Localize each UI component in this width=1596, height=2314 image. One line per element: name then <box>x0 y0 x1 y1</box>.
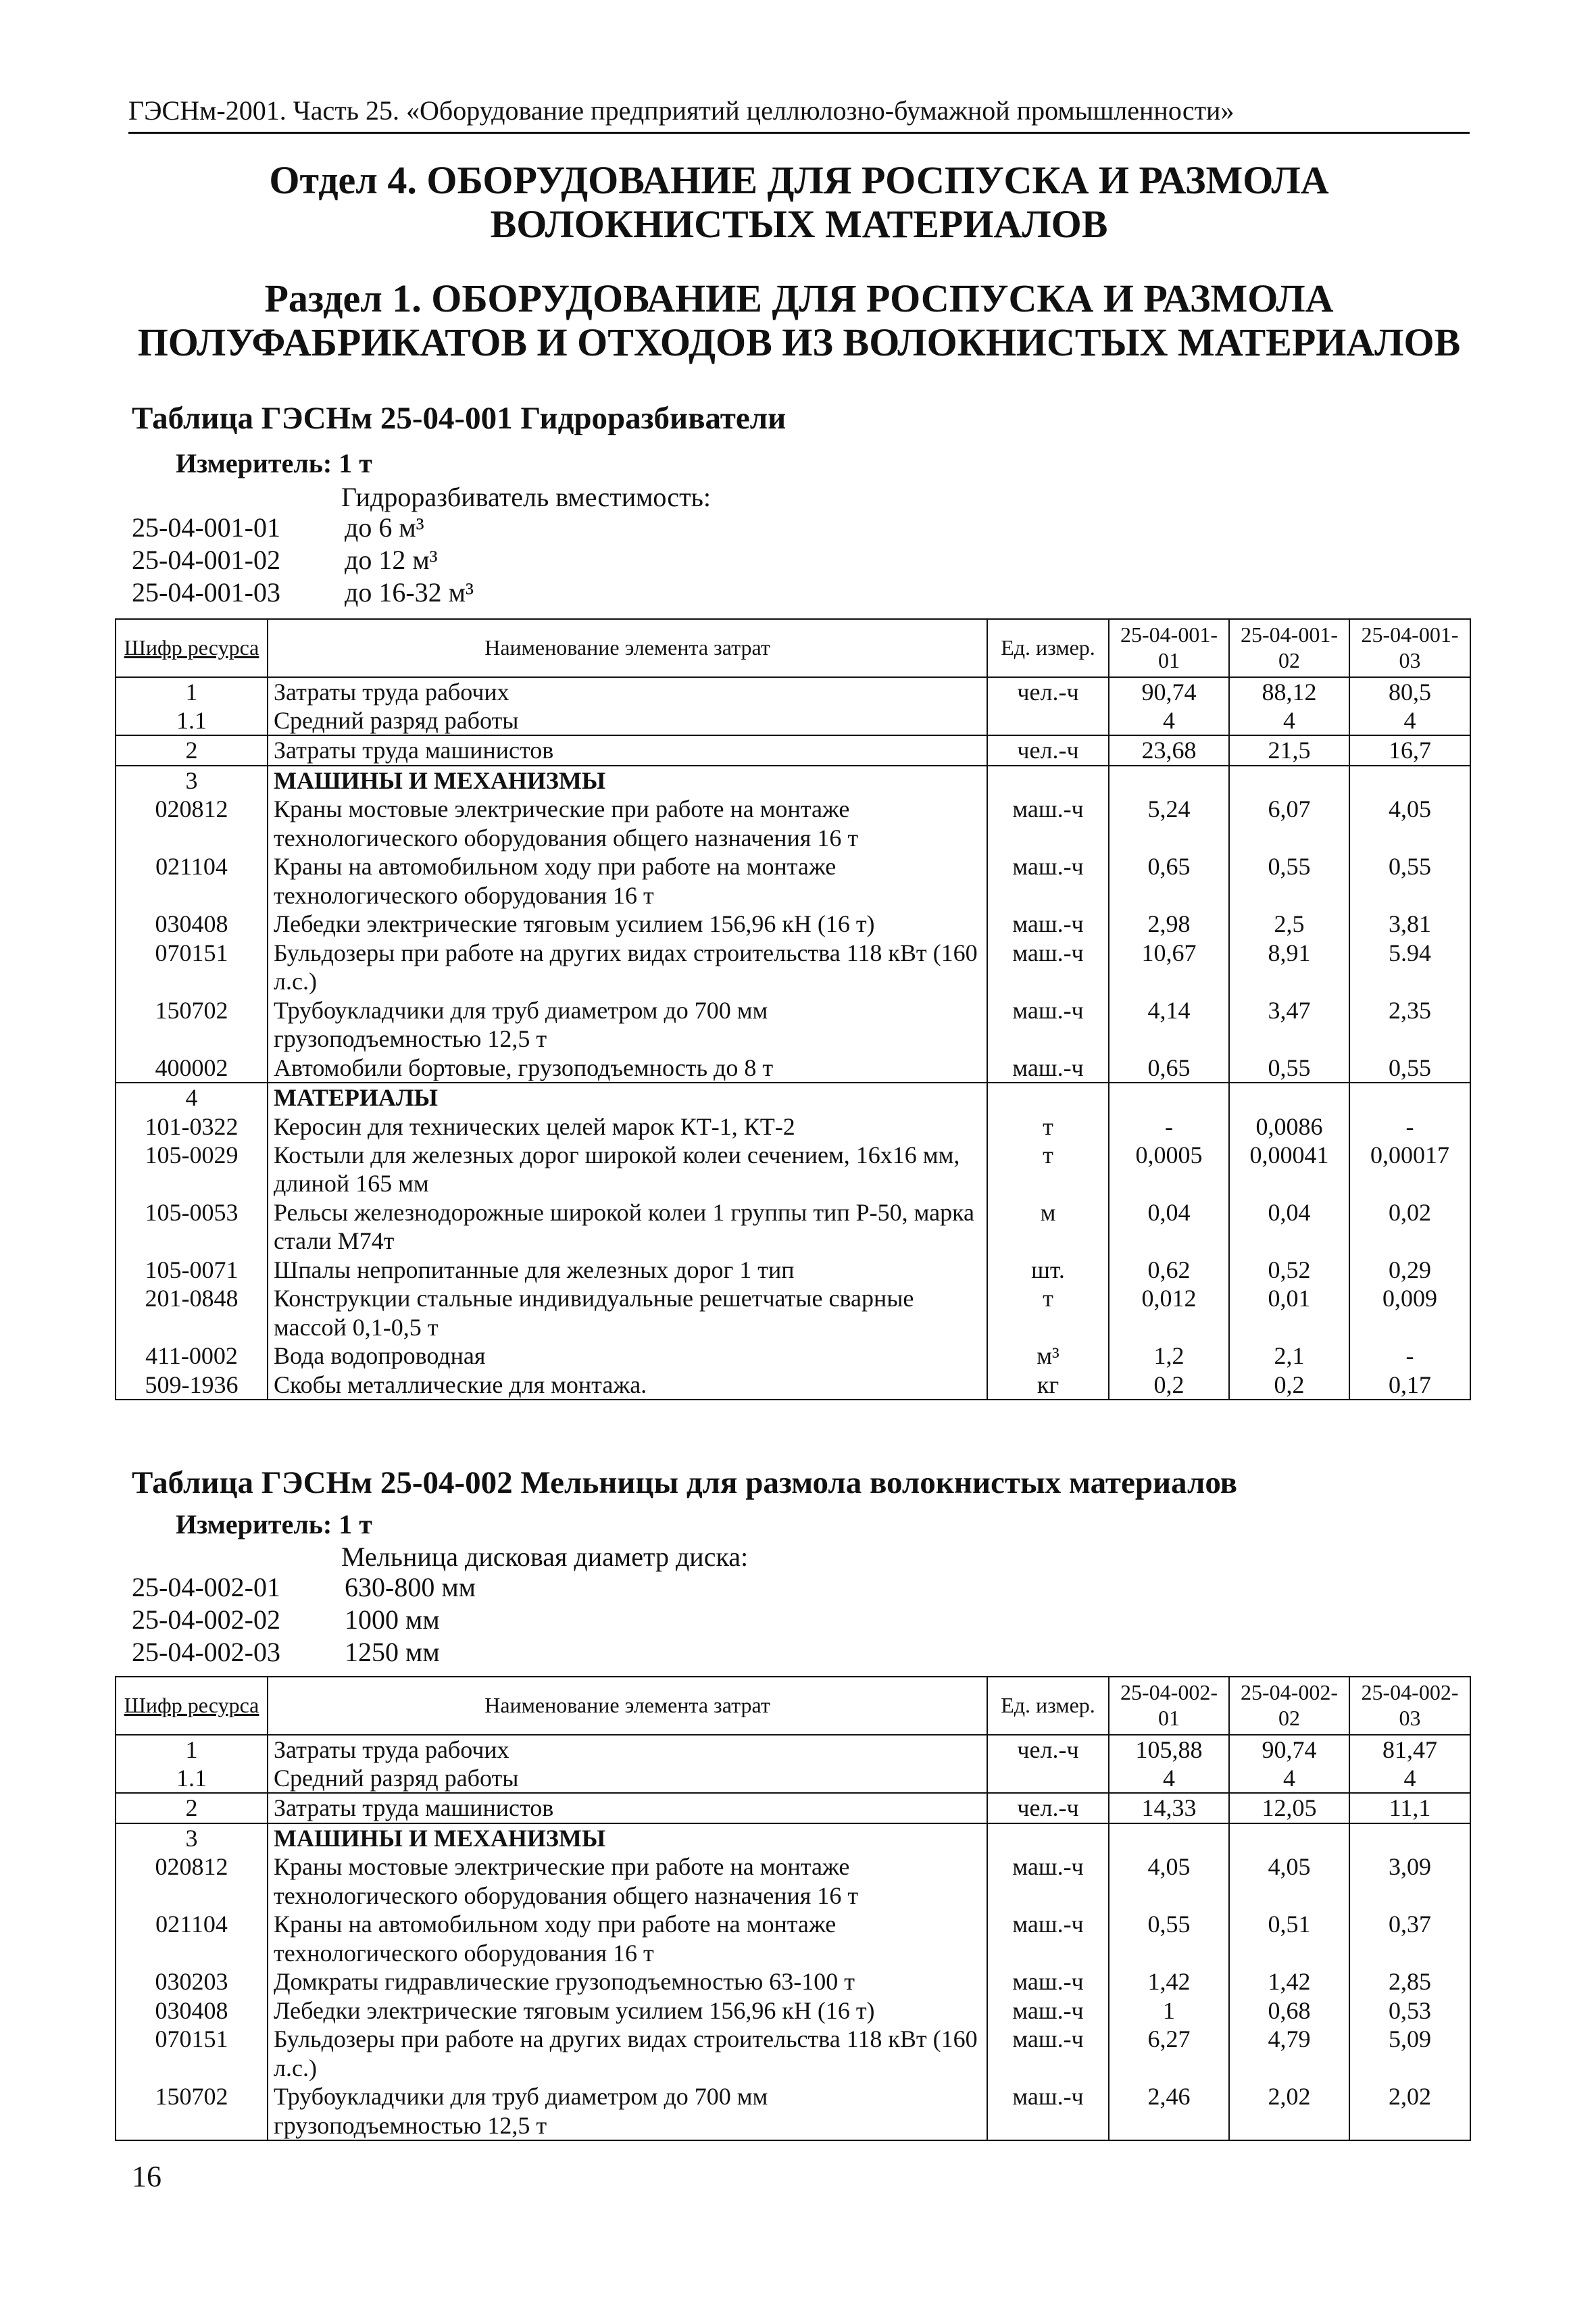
cost-element-name: Шпалы непропитанные для железных дорог 1 тип <box>268 1256 987 1284</box>
unit-of-measure: маш.-ч <box>987 910 1109 938</box>
value-variant-2: 6,07 <box>1229 795 1349 852</box>
resource-code: 070151 <box>116 2025 268 2082</box>
table-row <box>116 1054 1470 1083</box>
value-variant-2: 1,42 <box>1229 1967 1349 1996</box>
value-variant-3 <box>1349 1823 1470 1852</box>
table-row <box>116 1256 1470 1284</box>
value-variant-3: 0,17 <box>1349 1371 1470 1400</box>
table1-variant-caption: Гидроразбиватель вместимость: <box>341 482 711 512</box>
table2-variant-row <box>132 1604 440 1635</box>
resource-code: 3 <box>116 1823 268 1852</box>
resource-code: 1 <box>116 677 268 706</box>
value-variant-2 <box>1229 766 1349 795</box>
value-variant-3: 0,53 <box>1349 1996 1470 2025</box>
value-variant-2: 0,01 <box>1229 1284 1349 1341</box>
value-variant-3: 3,09 <box>1349 1852 1470 1910</box>
value-variant-1: 4,14 <box>1109 996 1229 1054</box>
cost-element-name: Конструкции стальные индивидуальные решетчатые сварные массой 0,1-0,5 т <box>268 1284 987 1341</box>
variant-desc: 630-800 мм <box>345 1572 476 1602</box>
cost-element-name: МАШИНЫ И МЕХАНИЗМЫ <box>268 766 987 795</box>
table-row <box>116 2082 1470 2140</box>
unit-of-measure: кг <box>987 1371 1109 1400</box>
resource-code: 105-0053 <box>116 1198 268 1256</box>
table-row <box>116 766 1470 795</box>
cost-element-name: Керосин для технических целей марок КТ-1, КТ-2 <box>268 1112 987 1141</box>
value-variant-2: 4 <box>1229 1764 1349 1793</box>
table-row <box>116 1341 1470 1370</box>
value-variant-1: - <box>1109 1112 1229 1141</box>
resource-code: 150702 <box>116 2082 268 2140</box>
resource-code: 030408 <box>116 1996 268 2025</box>
value-variant-2: 2,02 <box>1229 2082 1349 2140</box>
column-header-variant-2: 25-04-002-02 <box>1229 1677 1349 1735</box>
value-variant-1: 2,46 <box>1109 2082 1229 2140</box>
value-variant-1: 2,98 <box>1109 910 1229 938</box>
value-variant-2: 88,12 <box>1229 677 1349 706</box>
unit-of-measure <box>987 1823 1109 1852</box>
table-row <box>116 1141 1470 1198</box>
value-variant-3: 0,009 <box>1349 1284 1470 1341</box>
cost-element-name: Рельсы железнодорожные широкой колеи 1 группы тип Р-50, марка стали М74т <box>268 1198 987 1256</box>
section-title <box>128 277 1470 365</box>
division-title <box>128 159 1470 247</box>
unit-of-measure: маш.-ч <box>987 2025 1109 2082</box>
section-title-line1: Раздел 1. ОБОРУДОВАНИЕ ДЛЯ РОСПУСКА И РАЗМОЛА <box>264 276 1334 320</box>
table-row <box>116 939 1470 996</box>
resource-code: 030408 <box>116 910 268 938</box>
cost-element-name: Краны на автомобильном ходу при работе на монтаже технологического оборудования 16 т <box>268 852 987 910</box>
value-variant-3: 4 <box>1349 706 1470 735</box>
value-variant-2: 0,00041 <box>1229 1141 1349 1198</box>
value-variant-3: 0,29 <box>1349 1256 1470 1284</box>
resource-code: 400002 <box>116 1054 268 1083</box>
resource-code: 150702 <box>116 996 268 1054</box>
variant-code: 25-04-001-01 <box>132 512 280 543</box>
resource-code: 509-1936 <box>116 1371 268 1400</box>
value-variant-3: 0,00017 <box>1349 1141 1470 1198</box>
cost-element-name: МАТЕРИАЛЫ <box>268 1083 987 1112</box>
value-variant-1: 23,68 <box>1109 735 1229 765</box>
unit-of-measure: чел.-ч <box>987 677 1109 706</box>
value-variant-3: 16,7 <box>1349 735 1470 765</box>
cost-element-name: Бульдозеры при работе на других видах строительства 118 кВт (160 л.с.) <box>268 939 987 996</box>
resource-code: 101-0322 <box>116 1112 268 1141</box>
table-row <box>116 1198 1470 1256</box>
resource-code: 021104 <box>116 852 268 910</box>
value-variant-2: 4 <box>1229 706 1349 735</box>
value-variant-2: 12,05 <box>1229 1793 1349 1823</box>
value-variant-3: 0,55 <box>1349 1054 1470 1083</box>
cost-element-name: Краны мостовые электрические при работе на монтаже технологического оборудования общего назначения 16 т <box>268 795 987 852</box>
table1-variant-row <box>132 544 438 576</box>
cost-element-name: Скобы металлические для монтажа. <box>268 1371 987 1400</box>
resource-code: 201-0848 <box>116 1284 268 1341</box>
table2-meter <box>176 1508 372 1540</box>
unit-of-measure: маш.-ч <box>987 795 1109 852</box>
value-variant-3: 4,05 <box>1349 795 1470 852</box>
resource-code: 105-0029 <box>116 1141 268 1198</box>
cost-element-name: Лебедки электрические тяговым усилием 156,96 кН (16 т) <box>268 910 987 938</box>
unit-of-measure: шт. <box>987 1256 1109 1284</box>
unit-of-measure: маш.-ч <box>987 852 1109 910</box>
cost-element-name: Домкраты гидравлические грузоподъемностью 63-100 т <box>268 1967 987 1996</box>
table-row <box>116 1083 1470 1112</box>
resource-code: 2 <box>116 735 268 765</box>
table-row <box>116 1371 1470 1400</box>
unit-of-measure <box>987 1764 1109 1793</box>
variant-code: 25-04-001-03 <box>132 577 280 608</box>
table2-variant-caption: Мельница дисковая диаметр диска: <box>341 1542 749 1572</box>
value-variant-3: 11,1 <box>1349 1793 1470 1823</box>
table-row <box>116 706 1470 735</box>
column-header-variant-1: 25-04-001-01 <box>1109 619 1229 677</box>
unit-of-measure: маш.-ч <box>987 996 1109 1054</box>
unit-of-measure <box>987 1083 1109 1112</box>
resource-code: 1.1 <box>116 706 268 735</box>
value-variant-1: 0,55 <box>1109 1910 1229 1967</box>
table2-variant-row <box>132 1636 440 1668</box>
value-variant-2: 21,5 <box>1229 735 1349 765</box>
table2-title: Таблица ГЭСНм 25-04-002 Мельницы для размола волокнистых материалов <box>132 1465 1238 1500</box>
value-variant-1: 14,33 <box>1109 1793 1229 1823</box>
value-variant-3: 0,55 <box>1349 852 1470 910</box>
table-row <box>116 1910 1470 1967</box>
value-variant-1: 4 <box>1109 1764 1229 1793</box>
value-variant-1: 1,2 <box>1109 1341 1229 1370</box>
unit-of-measure: маш.-ч <box>987 939 1109 996</box>
table2-variant-row <box>132 1571 476 1603</box>
resource-code: 070151 <box>116 939 268 996</box>
cost-element-name: Средний разряд работы <box>268 1764 987 1793</box>
unit-of-measure: чел.-ч <box>987 1735 1109 1764</box>
value-variant-1: 1,42 <box>1109 1967 1229 1996</box>
value-variant-2: 0,68 <box>1229 1996 1349 2025</box>
variant-desc: 1250 мм <box>345 1637 440 1667</box>
table1-variant-row <box>132 512 424 543</box>
value-variant-1: 105,88 <box>1109 1735 1229 1764</box>
table-row <box>116 1284 1470 1341</box>
value-variant-1: 10,67 <box>1109 939 1229 996</box>
unit-of-measure: маш.-ч <box>987 1910 1109 1967</box>
column-header-variant-1: 25-04-002-01 <box>1109 1677 1229 1735</box>
cost-element-name: Затраты труда машинистов <box>268 1793 987 1823</box>
value-variant-1: 0,65 <box>1109 852 1229 910</box>
unit-of-measure <box>987 706 1109 735</box>
value-variant-3: 4 <box>1349 1764 1470 1793</box>
resource-code: 411-0002 <box>116 1341 268 1370</box>
page-number: 16 <box>132 2160 161 2193</box>
resource-code: 021104 <box>116 1910 268 1967</box>
value-variant-1 <box>1109 1823 1229 1852</box>
table1-header-row <box>116 619 1470 677</box>
table1-meter <box>176 447 372 479</box>
table-row <box>116 1793 1470 1823</box>
table-row <box>116 1996 1470 2025</box>
resource-code: 020812 <box>116 1852 268 1910</box>
value-variant-3: - <box>1349 1112 1470 1141</box>
value-variant-1: 0,65 <box>1109 1054 1229 1083</box>
value-variant-2: 0,51 <box>1229 1910 1349 1967</box>
unit-of-measure: м³ <box>987 1341 1109 1370</box>
value-variant-3: 0,37 <box>1349 1910 1470 1967</box>
value-variant-2: 0,0086 <box>1229 1112 1349 1141</box>
column-header-code: Шифр ресурса <box>116 1677 268 1735</box>
unit-of-measure: маш.-ч <box>987 1967 1109 1996</box>
cost-element-name: Краны на автомобильном ходу при работе на монтаже технологического оборудования 16 т <box>268 1910 987 1967</box>
table-row <box>116 1823 1470 1852</box>
resource-code: 020812 <box>116 795 268 852</box>
value-variant-1: 1 <box>1109 1996 1229 2025</box>
value-variant-2: 2,1 <box>1229 1341 1349 1370</box>
value-variant-1: 0,012 <box>1109 1284 1229 1341</box>
variant-desc: 1000 мм <box>345 1604 440 1635</box>
variant-code: 25-04-002-01 <box>132 1572 280 1602</box>
section-title-line2: ПОЛУФАБРИКАТОВ И ОТХОДОВ ИЗ ВОЛОКНИСТЫХ МАТЕРИАЛОВ <box>137 320 1461 364</box>
value-variant-2 <box>1229 1823 1349 1852</box>
table-row <box>116 1112 1470 1141</box>
table-row <box>116 795 1470 852</box>
value-variant-3: 5.94 <box>1349 939 1470 996</box>
unit-of-measure: маш.-ч <box>987 1996 1109 2025</box>
column-header-variant-3: 25-04-002-03 <box>1349 1677 1470 1735</box>
value-variant-3: 2,85 <box>1349 1967 1470 1996</box>
running-header: ГЭСНм-2001. Часть 25. «Оборудование предприятий целлюлозно-бумажной промышленности» <box>128 95 1470 134</box>
unit-of-measure: т <box>987 1141 1109 1198</box>
unit-of-measure: маш.-ч <box>987 1852 1109 1910</box>
cost-element-name: Краны мостовые электрические при работе на монтаже технологического оборудования общего назначения 16 т <box>268 1852 987 1910</box>
cost-element-name: Трубоукладчики для труб диаметром до 700 мм грузоподъемностью 12,5 т <box>268 2082 987 2140</box>
value-variant-3 <box>1349 1083 1470 1112</box>
column-header-name: Наименование элемента затрат <box>268 619 987 677</box>
table1-norms <box>115 618 1471 1400</box>
value-variant-2: 0,55 <box>1229 1054 1349 1083</box>
value-variant-1: 0,0005 <box>1109 1141 1229 1198</box>
table2-meter-label: Измеритель: 1 т <box>176 1509 372 1540</box>
cost-element-name: Автомобили бортовые, грузоподъемность до 8 т <box>268 1054 987 1083</box>
cost-element-name: Средний разряд работы <box>268 706 987 735</box>
unit-of-measure: т <box>987 1284 1109 1341</box>
column-header-variant-2: 25-04-001-02 <box>1229 619 1349 677</box>
division-title-line2: ВОЛОКНИСТЫХ МАТЕРИАЛОВ <box>490 201 1108 246</box>
column-header-name: Наименование элемента затрат <box>268 1677 987 1735</box>
table-row <box>116 1852 1470 1910</box>
unit-of-measure: маш.-ч <box>987 1054 1109 1083</box>
table-row <box>116 1735 1470 1764</box>
cost-element-name: Трубоукладчики для труб диаметром до 700 мм грузоподъемностью 12,5 т <box>268 996 987 1054</box>
variant-desc: до 16-32 м³ <box>345 577 474 608</box>
variant-code: 25-04-002-03 <box>132 1637 280 1667</box>
unit-of-measure: чел.-ч <box>987 1793 1109 1823</box>
resource-code: 1 <box>116 1735 268 1764</box>
variant-code: 25-04-001-02 <box>132 545 280 575</box>
value-variant-2: 3,47 <box>1229 996 1349 1054</box>
value-variant-2: 4,05 <box>1229 1852 1349 1910</box>
resource-code: 105-0071 <box>116 1256 268 1284</box>
table1-title: Таблица ГЭСНм 25-04-001 Гидроразбиватели <box>132 401 787 436</box>
table-row <box>116 996 1470 1054</box>
column-header-variant-3: 25-04-001-03 <box>1349 619 1470 677</box>
table1-variant-row <box>132 576 474 608</box>
value-variant-2: 0,55 <box>1229 852 1349 910</box>
value-variant-1 <box>1109 1083 1229 1112</box>
unit-of-measure: т <box>987 1112 1109 1141</box>
value-variant-2: 0,2 <box>1229 1371 1349 1400</box>
variant-desc: до 12 м³ <box>345 545 438 575</box>
value-variant-3: 2,02 <box>1349 2082 1470 2140</box>
cost-element-name: Затраты труда рабочих <box>268 1735 987 1764</box>
variant-desc: до 6 м³ <box>345 512 424 543</box>
cost-element-name: Лебедки электрические тяговым усилием 156,96 кН (16 т) <box>268 1996 987 2025</box>
value-variant-1 <box>1109 766 1229 795</box>
value-variant-1: 0,04 <box>1109 1198 1229 1256</box>
resource-code: 3 <box>116 766 268 795</box>
value-variant-2: 4,79 <box>1229 2025 1349 2082</box>
value-variant-2: 0,52 <box>1229 1256 1349 1284</box>
cost-element-name: Затраты труда машинистов <box>268 735 987 765</box>
cost-element-name: МАШИНЫ И МЕХАНИЗМЫ <box>268 1823 987 1852</box>
value-variant-1: 4 <box>1109 706 1229 735</box>
column-header-unit: Ед. измер. <box>987 619 1109 677</box>
value-variant-1: 0,2 <box>1109 1371 1229 1400</box>
value-variant-1: 90,74 <box>1109 677 1229 706</box>
value-variant-3: 80,5 <box>1349 677 1470 706</box>
table-row <box>116 852 1470 910</box>
resource-code: 030203 <box>116 1967 268 1996</box>
value-variant-2: 0,04 <box>1229 1198 1349 1256</box>
value-variant-3: 0,02 <box>1349 1198 1470 1256</box>
unit-of-measure: маш.-ч <box>987 2082 1109 2140</box>
value-variant-2 <box>1229 1083 1349 1112</box>
cost-element-name: Вода водопроводная <box>268 1341 987 1370</box>
table2-header-row <box>116 1677 1470 1735</box>
column-header-code: Шифр ресурса <box>116 619 268 677</box>
value-variant-2: 8,91 <box>1229 939 1349 996</box>
column-header-unit: Ед. измер. <box>987 1677 1109 1735</box>
variant-code: 25-04-002-02 <box>132 1604 280 1635</box>
value-variant-3: 3,81 <box>1349 910 1470 938</box>
value-variant-3: 5,09 <box>1349 2025 1470 2082</box>
value-variant-1: 6,27 <box>1109 2025 1229 2082</box>
value-variant-3: 2,35 <box>1349 996 1470 1054</box>
value-variant-1: 0,62 <box>1109 1256 1229 1284</box>
table1-meter-label: Измеритель: 1 т <box>176 448 372 478</box>
value-variant-2: 90,74 <box>1229 1735 1349 1764</box>
cost-element-name: Костыли для железных дорог широкой колеи сечением, 16х16 мм, длиной 165 мм <box>268 1141 987 1198</box>
table-row <box>116 735 1470 765</box>
value-variant-3: - <box>1349 1341 1470 1370</box>
table-row <box>116 1967 1470 1996</box>
table2-norms <box>115 1676 1471 2141</box>
cost-element-name: Бульдозеры при работе на других видах строительства 118 кВт (160 л.с.) <box>268 2025 987 2082</box>
value-variant-2: 2,5 <box>1229 910 1349 938</box>
value-variant-3 <box>1349 766 1470 795</box>
cost-element-name: Затраты труда рабочих <box>268 677 987 706</box>
unit-of-measure <box>987 766 1109 795</box>
resource-code: 2 <box>116 1793 268 1823</box>
table-row <box>116 2025 1470 2082</box>
value-variant-1: 4,05 <box>1109 1852 1229 1910</box>
table-row <box>116 910 1470 938</box>
table-row <box>116 677 1470 706</box>
unit-of-measure: чел.-ч <box>987 735 1109 765</box>
resource-code: 1.1 <box>116 1764 268 1793</box>
value-variant-3: 81,47 <box>1349 1735 1470 1764</box>
unit-of-measure: м <box>987 1198 1109 1256</box>
resource-code: 4 <box>116 1083 268 1112</box>
value-variant-1: 5,24 <box>1109 795 1229 852</box>
division-title-line1: Отдел 4. ОБОРУДОВАНИЕ ДЛЯ РОСПУСКА И РАЗМОЛА <box>269 158 1329 202</box>
table-row <box>116 1764 1470 1793</box>
